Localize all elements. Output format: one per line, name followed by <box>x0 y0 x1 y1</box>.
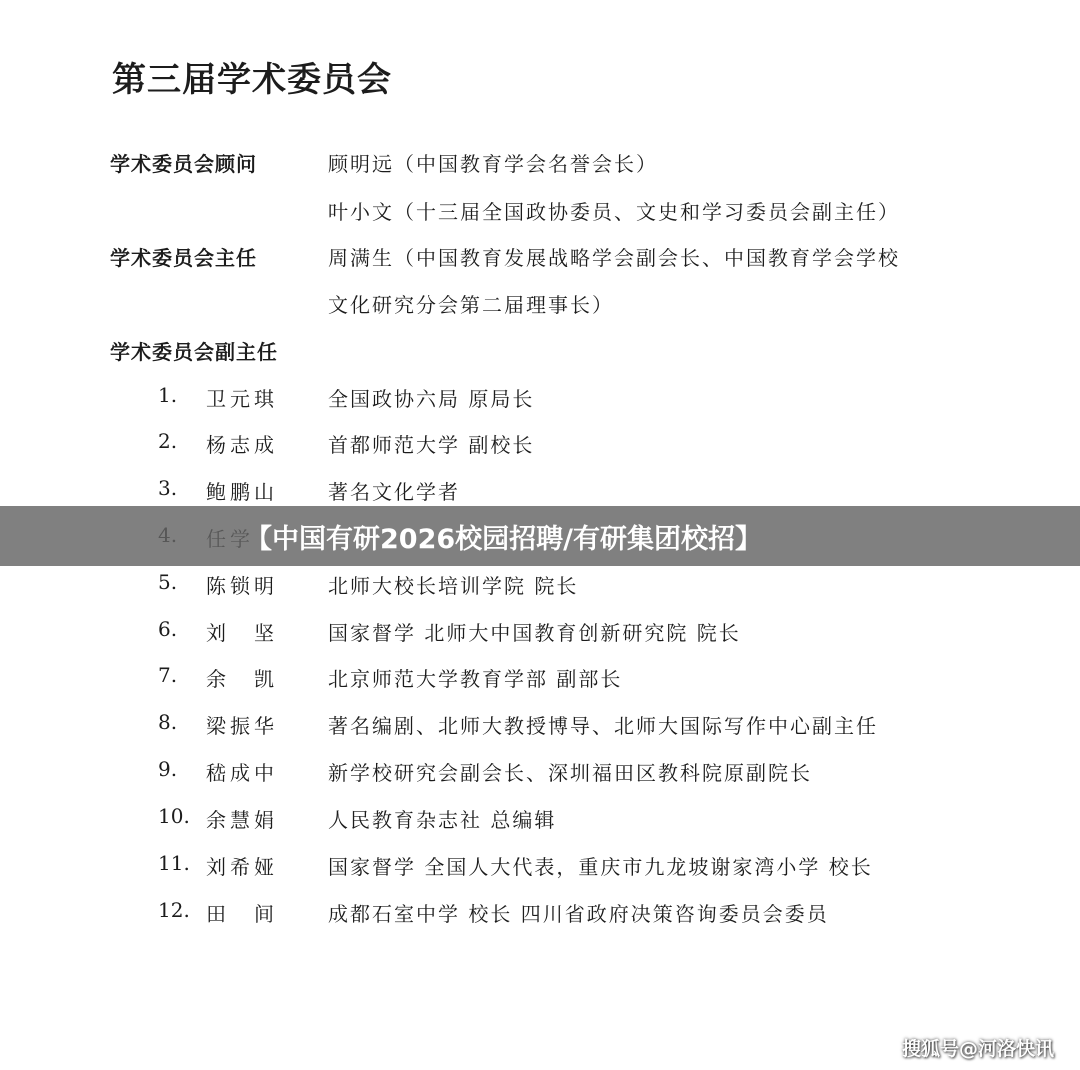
member-row <box>0 710 1080 750</box>
member-name: 余 凯 <box>206 667 278 691</box>
headline-banner[interactable] <box>0 506 1080 566</box>
member-title: 新学校研究会副会长、深圳福田区教科院原副院长 <box>328 761 812 785</box>
member-row <box>0 663 1080 703</box>
member-row <box>0 898 1080 938</box>
banner-text: 【中国有研2026校园招聘/有研集团校招】 <box>245 523 763 555</box>
member-number: 7. <box>158 663 178 687</box>
member-number: 11. <box>158 851 190 875</box>
member-number: 5. <box>158 570 178 594</box>
member-name: 田 间 <box>206 902 278 926</box>
member-title: 国家督学 北师大中国教育创新研究院 院长 <box>328 621 741 645</box>
member-number: 9. <box>158 757 178 781</box>
member-row <box>0 617 1080 657</box>
member-name: 梁振华 <box>206 714 278 738</box>
page-title: 第三届学术委员会 <box>112 60 392 100</box>
member-title: 国家督学 全国人大代表，重庆市九龙坡谢家湾小学 校长 <box>328 855 873 879</box>
member-row <box>0 570 1080 610</box>
member-title: 著名编剧、北师大教授博导、北师大国际写作中心副主任 <box>328 714 878 738</box>
member-name: 刘 坚 <box>206 621 278 645</box>
member-name: 卫元琪 <box>206 387 278 411</box>
director-label: 学术委员会主任 <box>110 246 257 270</box>
director-line-2: 文化研究分会第二届理事长） <box>328 293 614 317</box>
advisor-line-2: 叶小文（十三届全国政协委员、文史和学习委员会副主任） <box>328 200 900 224</box>
member-name: 嵇成中 <box>206 761 278 785</box>
member-number: 3. <box>158 476 178 500</box>
member-title: 全国政协六局 原局长 <box>328 387 535 411</box>
member-row <box>0 429 1080 469</box>
member-title: 北京师范大学教育学部 副部长 <box>328 667 623 691</box>
member-title: 成都石室中学 校长 四川省政府决策咨询委员会委员 <box>328 902 829 926</box>
member-name: 余慧娟 <box>206 808 278 832</box>
member-row <box>0 757 1080 797</box>
advisors-label: 学术委员会顾问 <box>110 152 257 176</box>
member-title: 首都师范大学 副校长 <box>328 433 535 457</box>
member-name: 刘希娅 <box>206 855 278 879</box>
source-watermark: 搜狐号@河洛快讯 <box>901 1038 1054 1060</box>
member-title: 北师大校长培训学院 院长 <box>328 574 579 598</box>
member-name: 杨志成 <box>206 433 278 457</box>
vice-directors-label: 学术委员会副主任 <box>110 340 278 364</box>
member-row <box>0 383 1080 423</box>
member-number: 8. <box>158 710 178 734</box>
member-title: 著名文化学者 <box>328 480 460 504</box>
member-row <box>0 804 1080 844</box>
member-number: 10. <box>158 804 190 828</box>
member-number: 12. <box>158 898 190 922</box>
advisor-line-1: 顾明远（中国教育学会名誉会长） <box>328 152 658 176</box>
director-line-1: 周满生（中国教育发展战略学会副会长、中国教育学会学校 <box>328 246 900 270</box>
member-name: 鲍鹏山 <box>206 480 278 504</box>
member-title: 人民教育杂志社 总编辑 <box>328 808 557 832</box>
member-number: 2. <box>158 429 178 453</box>
member-name: 陈锁明 <box>206 574 278 598</box>
member-row <box>0 851 1080 891</box>
member-number: 6. <box>158 617 178 641</box>
member-number: 1. <box>158 383 178 407</box>
